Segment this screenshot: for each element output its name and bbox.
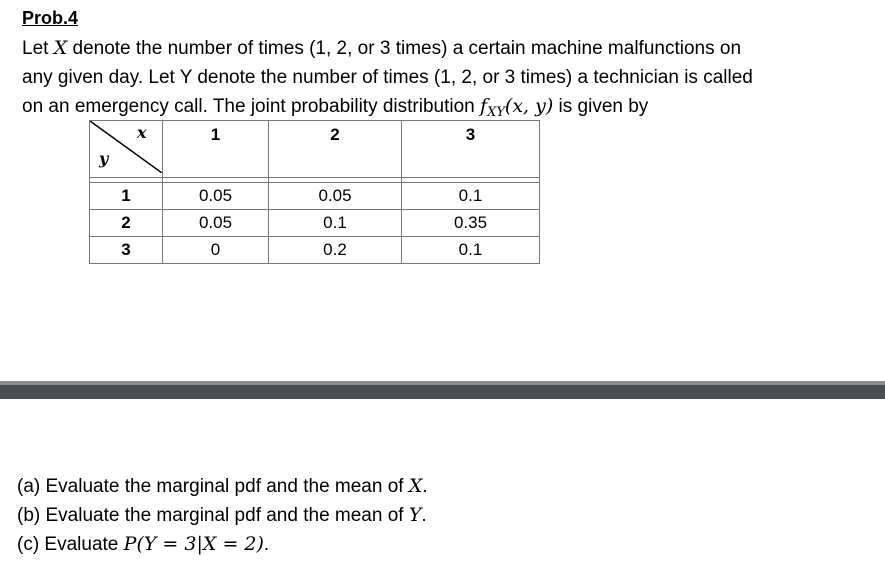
problem-statement [22,34,822,127]
text-segment: . [421,505,427,526]
question-list [17,472,428,559]
column-header: 1 [163,121,269,178]
table-cell: 0.05 [163,210,269,237]
table-row [90,183,540,210]
text-segment: is given by [553,96,649,117]
table-cell: 0.2 [269,237,402,264]
math-function: f [480,95,488,117]
table-cell: 0.05 [163,183,269,210]
table-cell: 0.05 [269,183,402,210]
text-segment: denote the number of times (1, 2, or 3 times) a certain machine malfunctions on [67,38,742,59]
column-header: 2 [269,121,402,178]
statement-line-2: any given day. Let Y denote the number of times (1, 2, or 3 times) a technician is called [22,67,753,88]
math-expression: P(Y = 3|X = 2) [123,533,264,555]
table-cell: 0.1 [269,210,402,237]
math-arguments: (x, y) [504,95,554,117]
text-segment: (c) Evaluate [17,534,124,555]
text-segment: Let [22,38,54,59]
text-segment: (b) Evaluate the marginal pdf and the mean of [17,505,409,526]
y-axis-label: y [99,149,109,168]
math-variable: X [53,37,68,59]
x-axis-label: x [137,123,147,142]
table-cell: 0.35 [402,210,540,237]
question-a [17,472,428,501]
joint-distribution-table [89,120,540,264]
table-header-row [90,121,540,178]
problem-title: Prob.4 [22,8,79,28]
table-cell: 0.1 [402,237,540,264]
row-header: 3 [90,237,163,264]
row-header: 2 [90,210,163,237]
column-header: 3 [402,121,540,178]
question-c [17,530,428,559]
math-variable: X [408,475,423,497]
table-row [90,237,540,264]
table-cell: 0 [163,237,269,264]
row-header: 1 [90,183,163,210]
text-segment: on an emergency call. The joint probability distribution [22,96,481,117]
math-variable: Y [408,504,422,526]
text-segment: (a) Evaluate the marginal pdf and the mean of [17,476,409,497]
text-segment: . [263,534,270,555]
table-row [90,210,540,237]
table-cell: 0.1 [402,183,540,210]
separator-band [0,381,885,399]
question-b [17,501,428,530]
table-corner-cell [90,121,163,178]
statement-line-1 [22,34,822,63]
text-segment: . [422,476,428,497]
math-subscript: XY [487,105,505,120]
